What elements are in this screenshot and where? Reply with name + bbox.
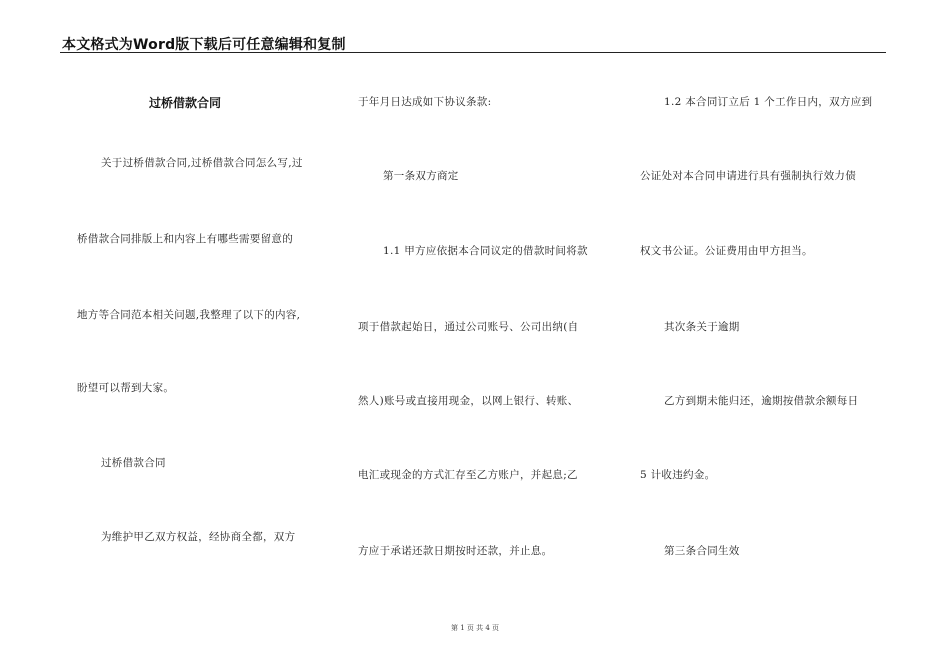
page-indicator: 第 1 页 共 4 页 xyxy=(450,624,500,632)
text-line: 方应于承诺还款日期按时还款，并止息。 xyxy=(358,545,553,557)
text-line: 为维护甲乙双方权益，经协商全都，双方 xyxy=(101,531,296,543)
section-heading: 第三条合同生效 xyxy=(664,545,740,557)
section-heading: 第一条双方商定 xyxy=(383,170,459,182)
text-line: 公证处对本合同申请进行具有强制执行效力债 xyxy=(640,170,856,182)
text-line: 盼望可以帮到大家。 xyxy=(77,382,175,394)
text-line: 项于借款起始日，通过公司账号、公司出纳(自 xyxy=(358,321,579,333)
text-line: 然人)账号或直接用现金，以网上银行、转账、 xyxy=(358,395,579,407)
text-line: 乙方到期未能归还，逾期按借款余额每日 xyxy=(664,395,859,407)
section-heading: 其次条关于逾期 xyxy=(664,321,740,333)
text-line: 1.2 本合同订立后 1 个工作日内，双方应到 xyxy=(664,96,873,108)
header-divider xyxy=(60,52,886,53)
text-line: 电汇或现金的方式汇存至乙方账户，并起息;乙 xyxy=(358,469,578,481)
text-line: 关于过桥借款合同,过桥借款合同怎么写,过 xyxy=(101,157,303,169)
text-line: 地方等合同范本相关问题,我整理了以下的内容, xyxy=(77,309,301,321)
text-line: 1.1 甲方应依据本合同议定的借款时间将款 xyxy=(383,245,588,257)
text-line: 于年月日达成如下协议条款: xyxy=(358,96,492,108)
document-title: 过桥借款合同 xyxy=(149,96,222,110)
text-line: 5 计收违约金。 xyxy=(640,469,716,481)
text-line: 桥借款合同排版上和内容上有哪些需要留意的 xyxy=(77,233,293,245)
section-heading: 过桥借款合同 xyxy=(101,457,166,469)
document-header-banner: 本文格式为Word版下载后可任意编辑和复制 xyxy=(62,37,346,53)
text-line: 权文书公证。公证费用由甲方担当。 xyxy=(640,245,813,257)
